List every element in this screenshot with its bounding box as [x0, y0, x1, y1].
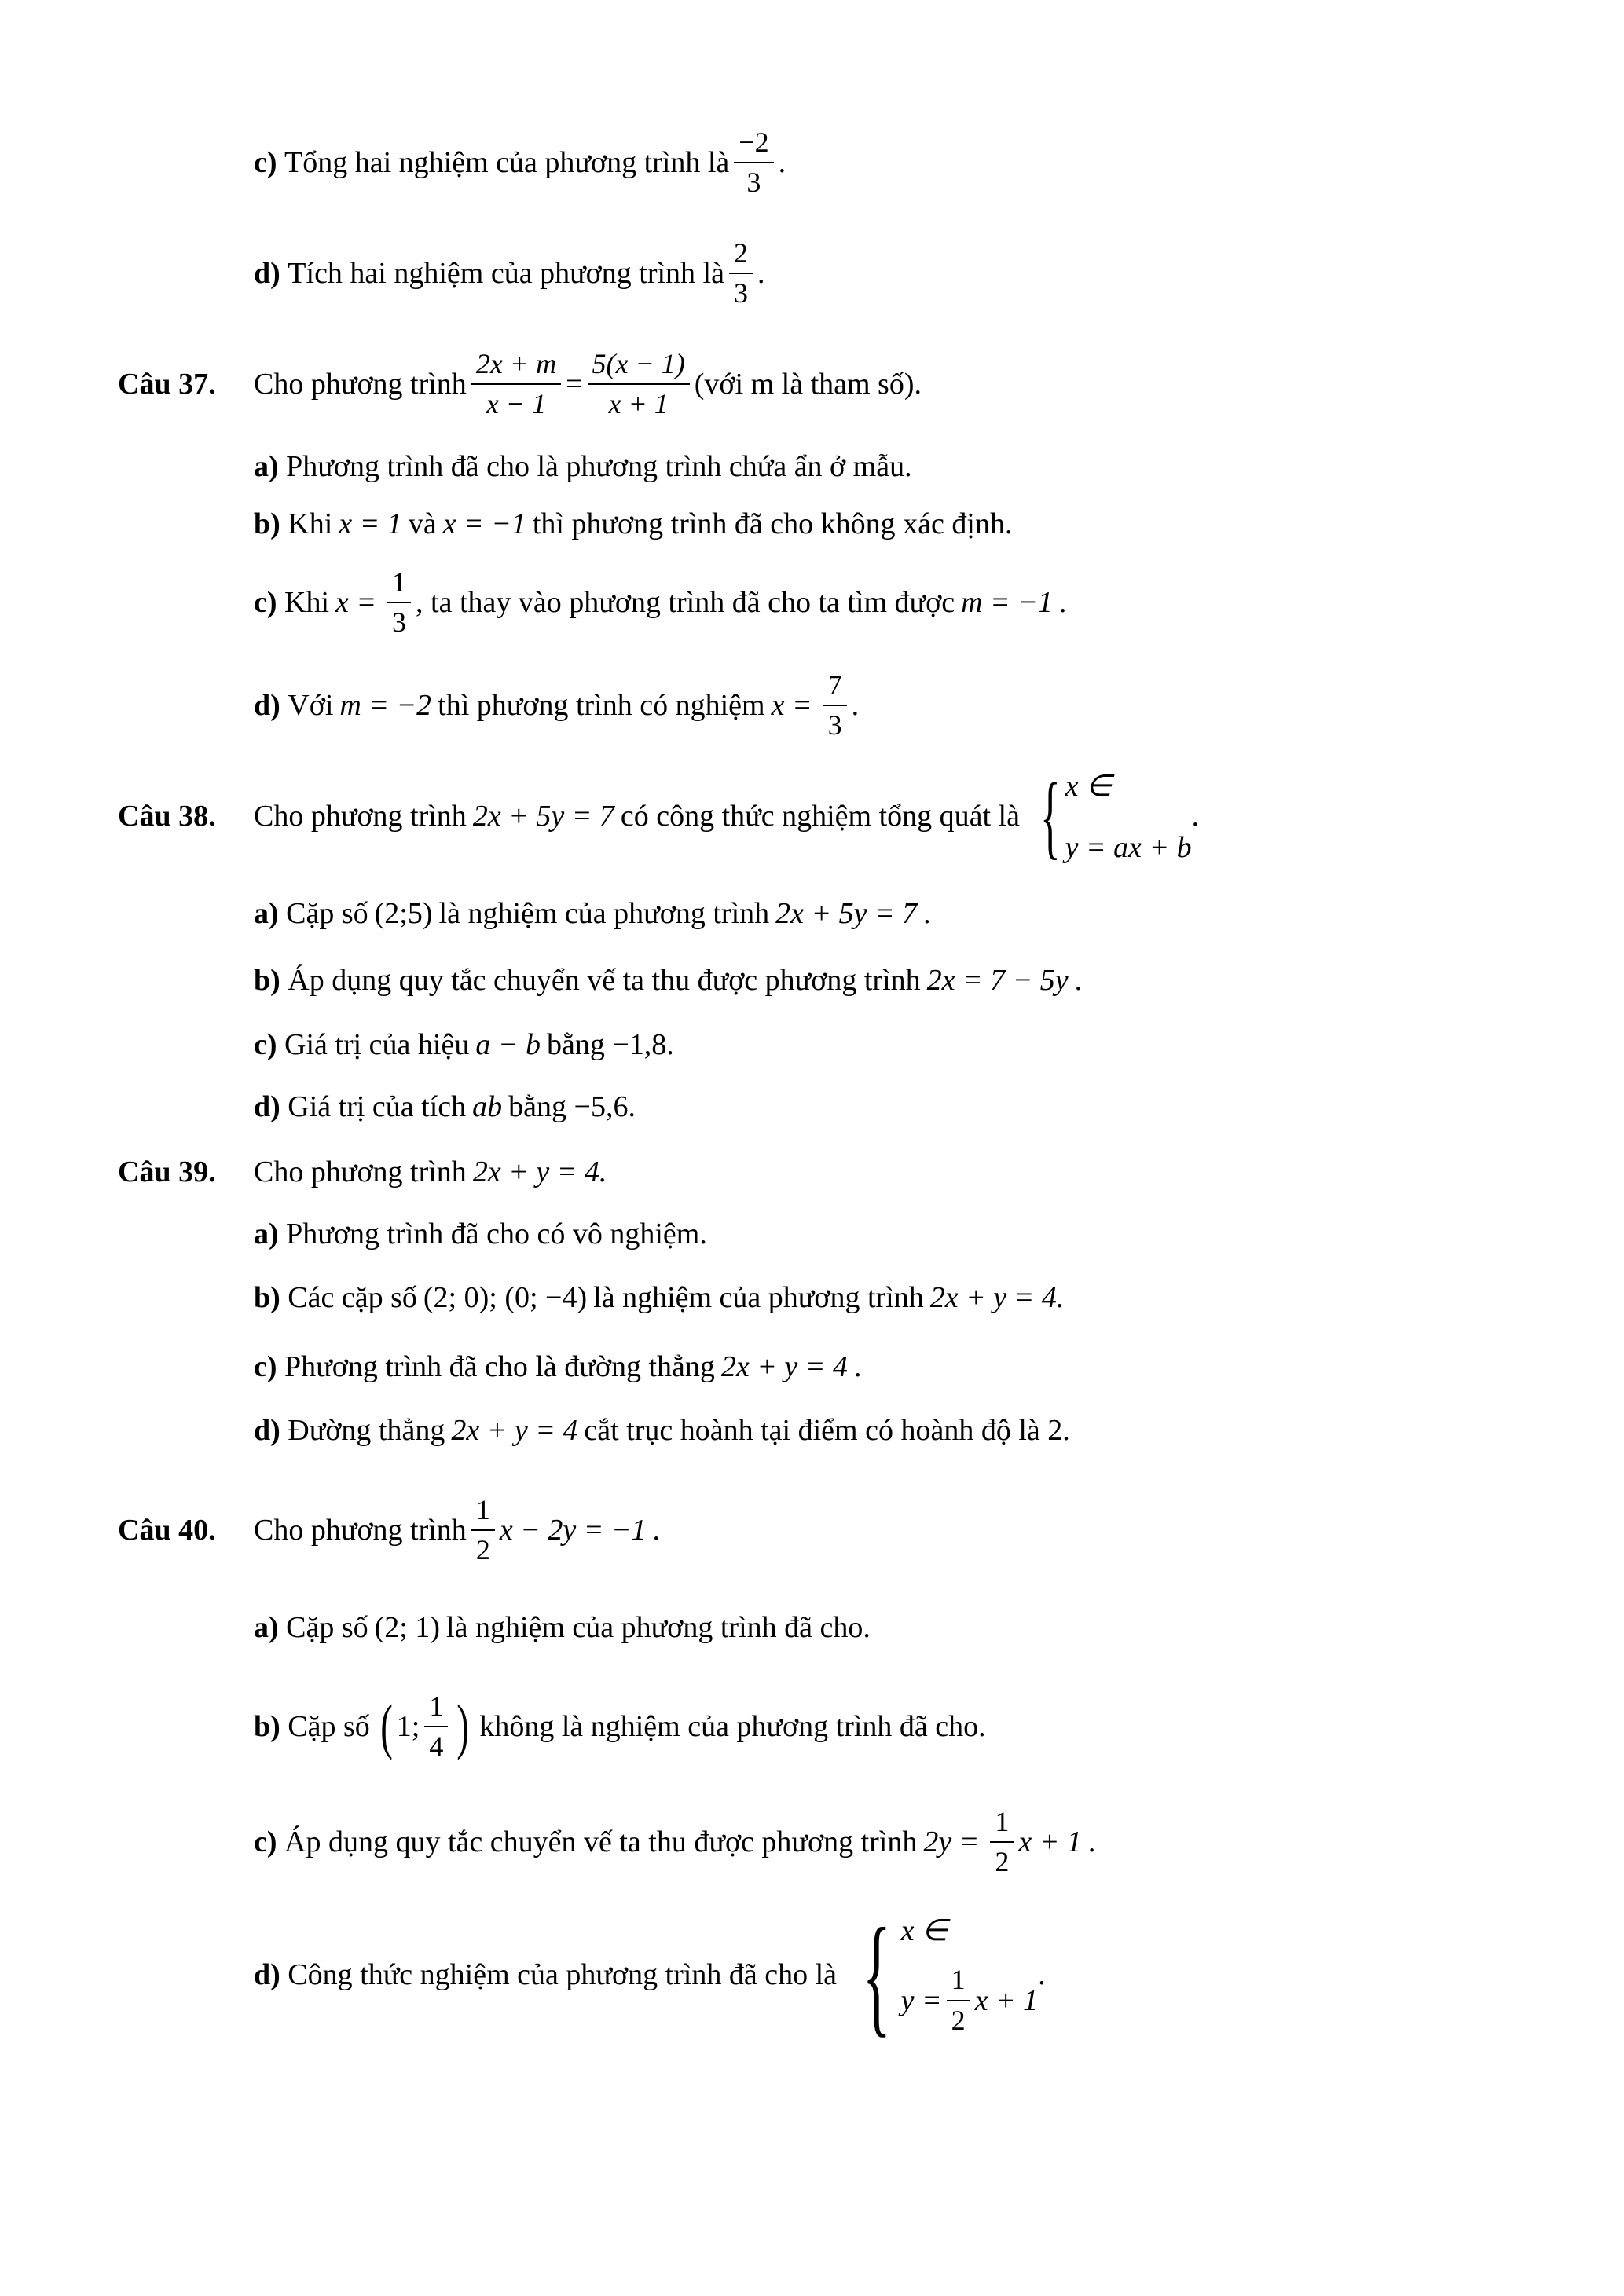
math: 2y =	[923, 1825, 980, 1858]
option-text: cắt trục hoành tại điểm có hoành độ là 2.	[584, 1414, 1070, 1447]
math: 2x + y = 4.	[929, 1281, 1065, 1314]
question-38	[118, 765, 1199, 867]
option-text: Khi	[284, 586, 330, 619]
option-label: c)	[254, 1825, 277, 1858]
math: (2; 1)	[374, 1611, 441, 1644]
option-text: và	[408, 507, 437, 540]
option-b	[254, 500, 1012, 547]
option-text: bằng −1,8	[546, 1028, 667, 1061]
math: a − b	[475, 1028, 541, 1061]
option-a	[254, 890, 931, 937]
period: .	[628, 1090, 636, 1123]
period: .	[1074, 964, 1083, 997]
math: x − 2y = −1	[499, 1514, 647, 1547]
option-label: c)	[254, 586, 277, 619]
cases-system	[845, 1901, 1039, 2049]
option-d	[254, 1407, 1070, 1454]
right-paren: )	[456, 1692, 470, 1760]
option-label: b)	[254, 1281, 280, 1314]
case-row	[901, 1964, 1039, 2037]
fraction	[990, 1806, 1014, 1879]
option-label: d)	[254, 1090, 280, 1123]
denominator: 2	[475, 1534, 490, 1565]
fraction	[387, 566, 411, 639]
option-text: Phương trình đã cho là phương trình chứa ẩn ở mẫu.	[286, 450, 912, 483]
cases-system	[1028, 764, 1192, 868]
brace-icon: {	[1039, 764, 1061, 868]
option-label: b)	[254, 507, 280, 540]
question-number: Câu 37.	[118, 368, 216, 401]
numerator: 7	[823, 669, 847, 706]
option-text: Cặp số	[286, 1611, 368, 1644]
option-b	[254, 1274, 1070, 1321]
option-b	[254, 1683, 986, 1770]
option-text: Cặp số	[286, 897, 368, 930]
period: .	[853, 1350, 862, 1383]
case-row: y = ax + b	[1065, 830, 1192, 864]
fraction	[588, 348, 690, 421]
option-c	[254, 126, 786, 198]
option-label: d)	[254, 1958, 280, 1991]
denominator: 3	[827, 709, 842, 741]
math: x =	[335, 586, 377, 619]
option-label: a)	[254, 897, 279, 930]
numerator: 1	[387, 566, 411, 603]
option-label: d)	[254, 1414, 280, 1447]
denominator: 2	[951, 2004, 966, 2036]
period: .	[1058, 586, 1067, 619]
fraction	[947, 1964, 970, 2037]
option-text: không là nghiệm của phương trình đã cho.	[479, 1710, 986, 1743]
math: 2x + y = 4	[720, 1350, 848, 1383]
period: .	[778, 146, 786, 179]
numerator: 2	[729, 237, 753, 274]
question-text: Cho phương trình	[254, 1514, 467, 1547]
option-d	[254, 1896, 1046, 2053]
math: 2x + y = 4.	[472, 1155, 607, 1188]
denominator: 4	[429, 1730, 444, 1762]
option-text: Giá trị của hiệu	[284, 1028, 470, 1061]
option-label: c)	[254, 146, 277, 179]
denominator: 3	[392, 606, 407, 638]
fraction	[729, 237, 753, 310]
option-text: Áp dụng quy tắc chuyển vế ta thu được phương trình	[284, 1825, 918, 1858]
option-text: Đường thẳng	[288, 1414, 445, 1447]
option-b	[254, 957, 1082, 1004]
fraction	[823, 669, 847, 742]
numerator: 1	[990, 1806, 1014, 1843]
period: .	[1087, 1825, 1096, 1858]
option-text: là nghiệm của phương trình	[593, 1281, 924, 1314]
option-text: Khi	[288, 507, 333, 540]
numerator: 1	[471, 1494, 495, 1531]
option-a	[254, 1210, 707, 1258]
math: 2x + y = 4	[451, 1414, 578, 1447]
math: m = −1	[961, 586, 1053, 619]
question-text: Cho phương trình	[254, 800, 467, 833]
brace-icon: {	[862, 1901, 892, 2049]
math: (2;5)	[374, 897, 433, 930]
denominator: x − 1	[486, 388, 547, 419]
option-text: Phương trình đã cho là đường thẳng	[284, 1350, 715, 1383]
question-40	[118, 1491, 660, 1569]
option-c	[254, 1343, 861, 1390]
option-text: Tổng hai nghiệm của phương trình là	[284, 146, 730, 179]
question-text: Cho phương trình	[254, 1155, 467, 1188]
option-label: b)	[254, 1710, 280, 1743]
option-text: Với	[288, 689, 334, 722]
question-tail: (với m là tham số).	[694, 368, 922, 401]
numerator: 5(x − 1)	[588, 348, 690, 385]
math: ab	[472, 1090, 503, 1123]
numerator: −2	[734, 126, 773, 163]
math: x + 1	[1018, 1825, 1082, 1858]
option-label: d)	[254, 689, 280, 722]
math: 1;	[396, 1710, 420, 1743]
question-number: Câu 39.	[118, 1155, 216, 1188]
option-text: Tích hai nghiệm của phương trình là	[288, 257, 724, 290]
option-text: , ta thay vào phương trình đã cho ta tìm được	[416, 586, 955, 619]
option-c	[254, 1021, 674, 1068]
period: .	[923, 897, 931, 930]
option-text: Các cặp số	[288, 1281, 417, 1314]
period: .	[757, 257, 765, 290]
option-text: bằng −5,6	[508, 1090, 629, 1123]
period: .	[851, 689, 860, 722]
question-number: Câu 38.	[118, 800, 216, 833]
option-label: c)	[254, 1028, 277, 1061]
option-label: d)	[254, 257, 280, 290]
denominator: 2	[995, 1846, 1010, 1877]
period: .	[1038, 1958, 1046, 1991]
math: (2; 0); (0; −4)	[423, 1281, 588, 1314]
left-paren: (	[379, 1692, 393, 1760]
numerator: 1	[947, 1964, 970, 2001]
math: 2x + 5y = 7	[472, 800, 614, 833]
period: .	[1191, 800, 1200, 833]
option-d	[254, 668, 860, 741]
option-text: thì phương trình có nghiệm	[438, 689, 765, 722]
question-39	[118, 1148, 613, 1196]
numerator: 1	[424, 1690, 448, 1727]
question-number: Câu 40.	[118, 1514, 216, 1547]
cases-rows	[1065, 768, 1192, 865]
option-label: b)	[254, 964, 280, 997]
option-text: Phương trình đã cho có vô nghiệm.	[286, 1218, 707, 1251]
denominator: 3	[746, 167, 761, 198]
case-row: x ∈	[900, 1914, 948, 1948]
period: .	[666, 1028, 674, 1061]
option-d	[254, 1083, 636, 1130]
option-a	[254, 1604, 871, 1651]
math: m = −2	[339, 689, 432, 722]
option-text: Công thức nghiệm của phương trình đã cho là	[288, 1958, 837, 1991]
math: 2x + 5y = 7	[775, 897, 918, 930]
denominator: x + 1	[608, 388, 669, 419]
option-text: là nghiệm của phương trình	[438, 897, 770, 930]
cases-rows	[901, 1913, 1039, 2037]
option-d	[254, 236, 765, 309]
period: .	[652, 1514, 660, 1547]
math: y =	[900, 1983, 942, 2017]
option-text: Cặp số	[288, 1710, 370, 1743]
question-37	[118, 347, 922, 419]
fraction	[471, 348, 561, 421]
fraction	[424, 1690, 448, 1763]
option-text: Giá trị của tích	[288, 1090, 467, 1123]
option-label: c)	[254, 1350, 277, 1383]
option-c	[254, 566, 1067, 638]
math: x = −1	[442, 507, 526, 540]
option-label: a)	[254, 450, 279, 483]
option-label: a)	[254, 1218, 279, 1251]
equals: =	[566, 368, 583, 401]
math: x =	[771, 689, 812, 722]
option-text: là nghiệm của phương trình đã cho.	[446, 1611, 871, 1644]
option-text: thì phương trình đã cho không xác định.	[532, 507, 1013, 540]
math: 2x = 7 − 5y	[926, 964, 1069, 997]
question-text: có công thức nghiệm tổng quát là	[620, 800, 1020, 833]
math: x + 1	[974, 1983, 1039, 2017]
option-text: Áp dụng quy tắc chuyển vế ta thu được phương trình	[288, 964, 921, 997]
option-a	[254, 443, 912, 490]
numerator: 2x + m	[471, 348, 561, 385]
denominator: 3	[733, 277, 748, 309]
option-c	[254, 1803, 1095, 1881]
option-label: a)	[254, 1611, 279, 1644]
fraction	[471, 1494, 495, 1567]
math: x = 1	[339, 507, 402, 540]
case-row: x ∈	[1065, 769, 1113, 803]
question-text: Cho phương trình	[254, 368, 467, 401]
fraction	[734, 126, 773, 200]
